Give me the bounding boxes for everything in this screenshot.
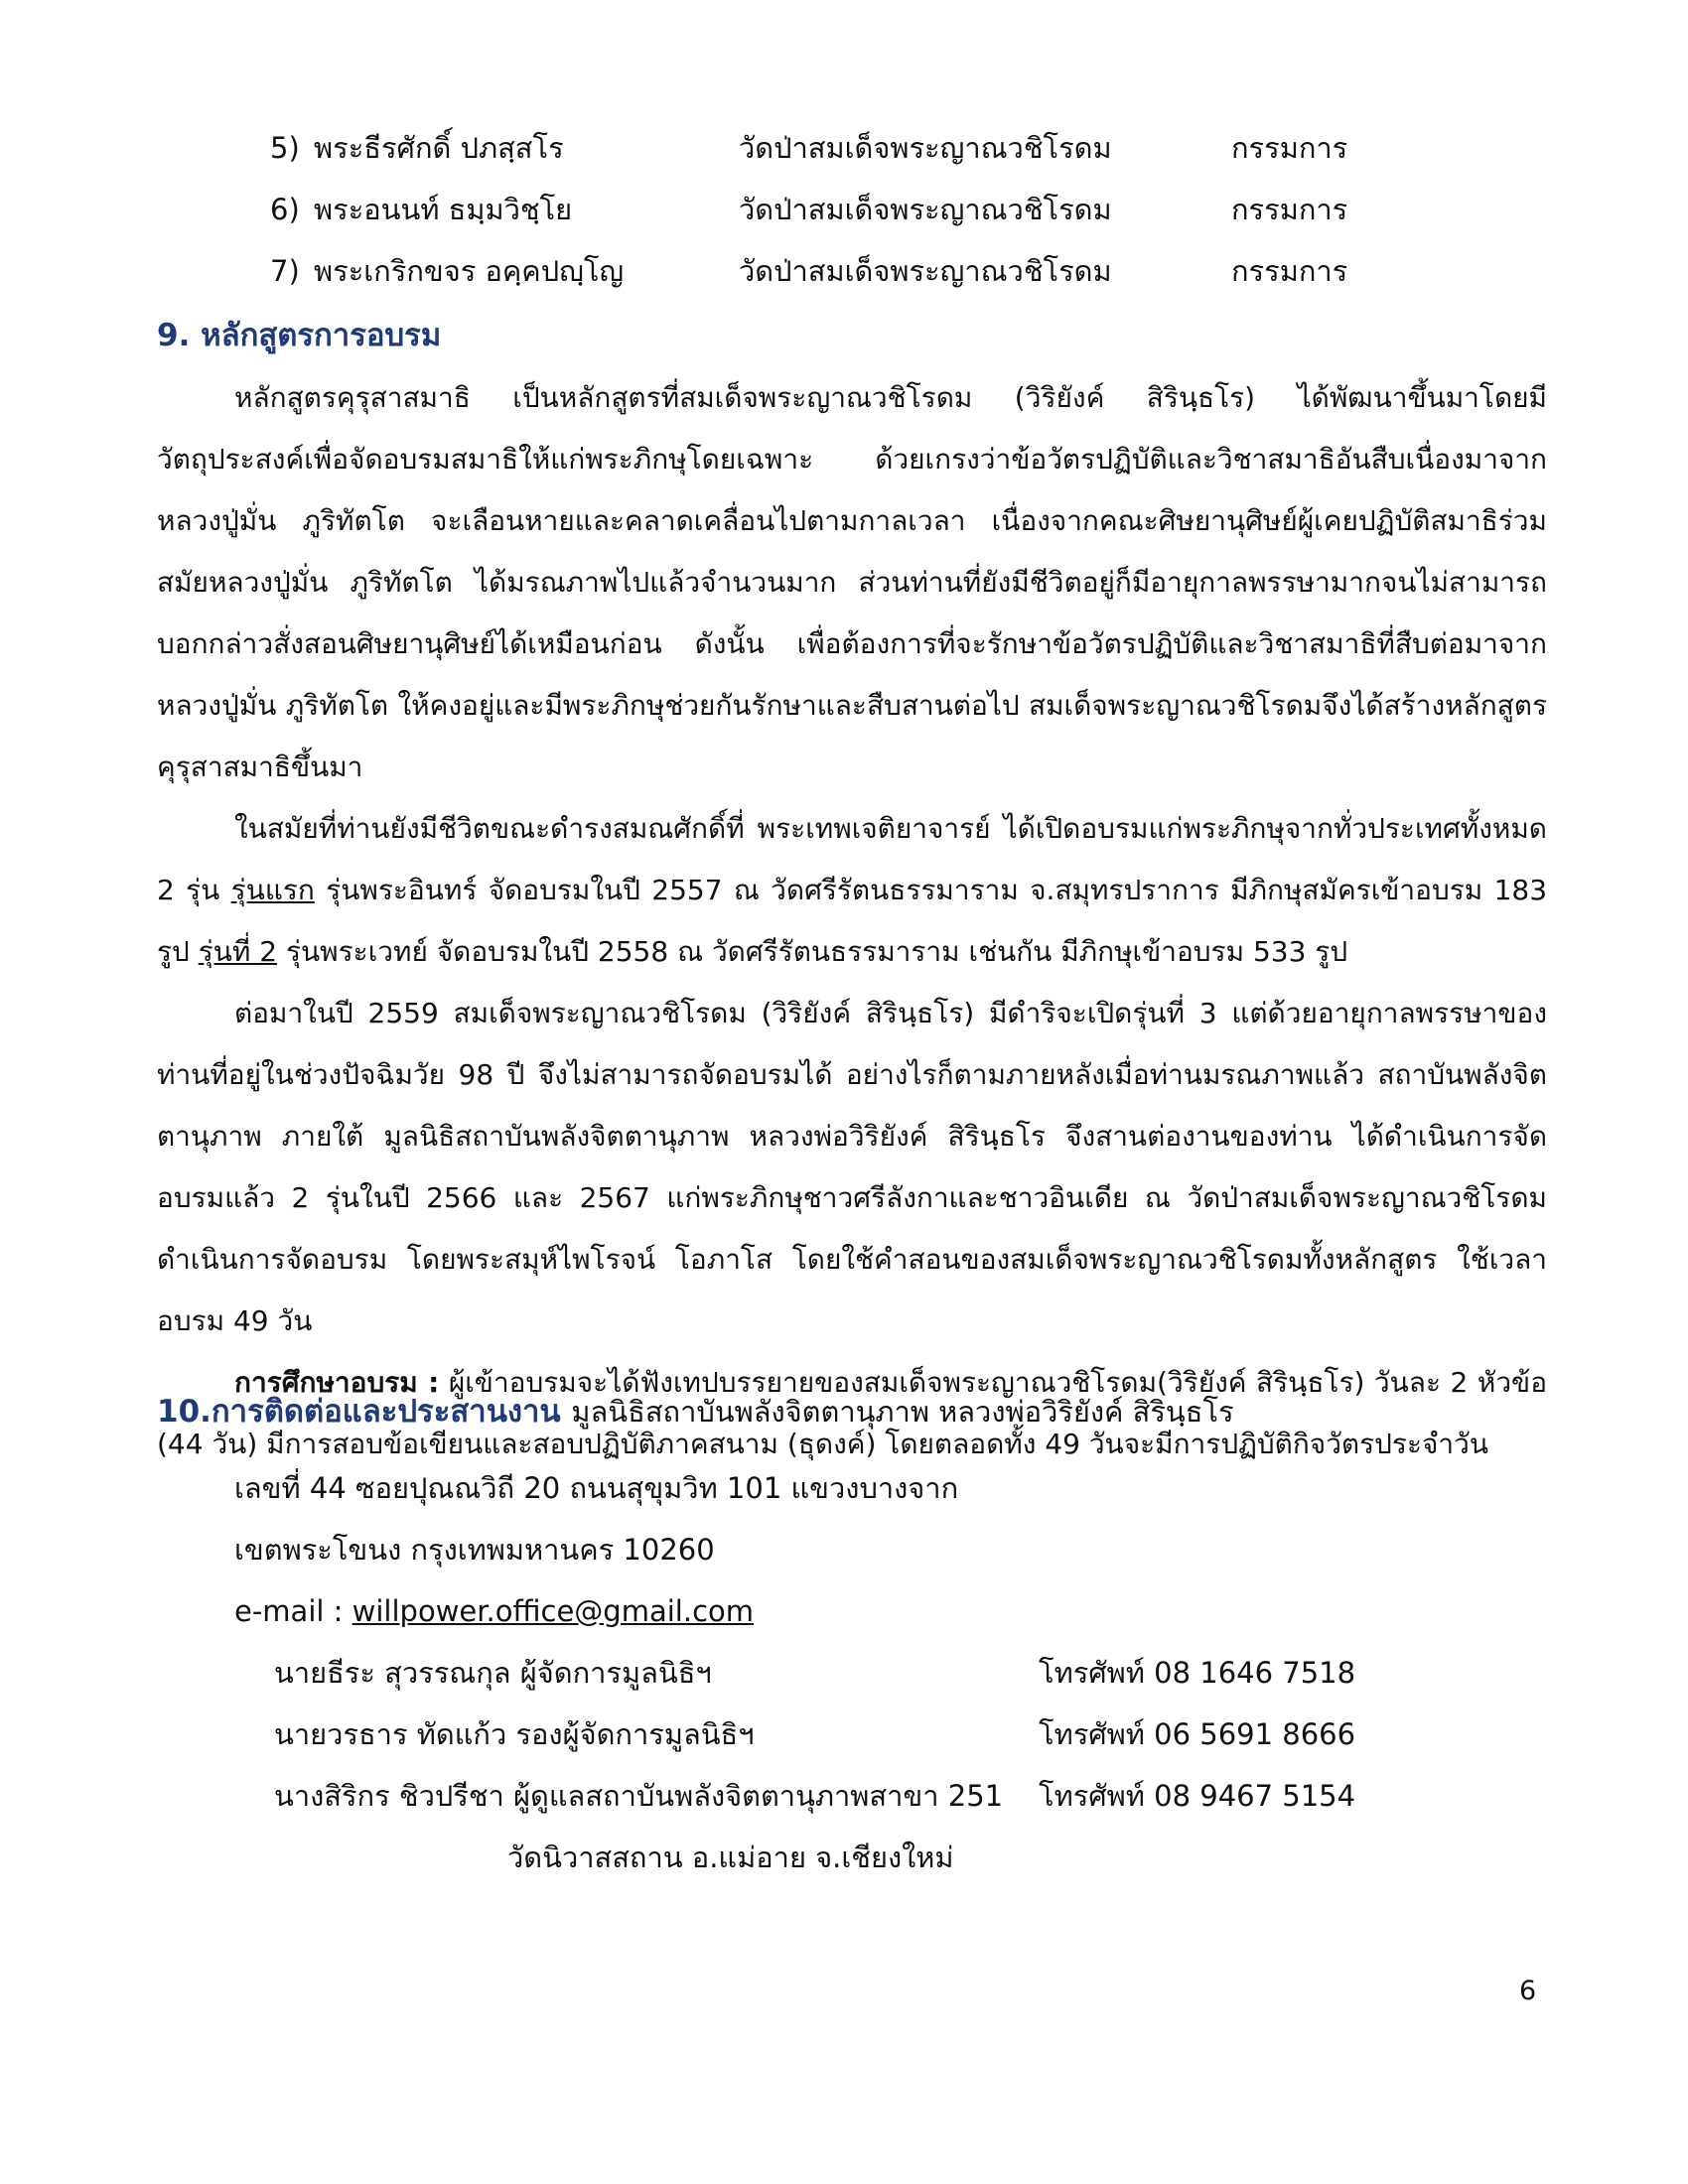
foundation-name: มูลนิธิสถาบันพลังจิตตานุภาพ หลวงพ่อวิริยังค์ สิรินฺธโร [571,1395,1234,1429]
history-text-a: ในสมัยที่ท่านยังมีชีวิตขณะดำรงสมณศักดิ์ที่ พระเทพเจติยาจารย์ ได้เปิดอบรมแก่พระภิกษุจากทั่วประเทศทั้งหมด 2 รุ่น [157,812,1547,906]
training-label: การศึกษาอบรม : [234,1366,440,1399]
committee-role: กรรมการ [1231,193,1348,226]
committee-role: กรรมการ [1231,254,1348,288]
staff-branch-location: วัดนิวาสสถาน อ.แม่อาย จ.เชียงใหม่ [507,1841,954,1874]
section-10-heading [157,1386,1234,1435]
email-link[interactable]: willpower.office@gmail.com [352,1594,754,1628]
staff-phone: โทรศัพท์ 08 9467 5154 [1039,1779,1356,1813]
committee-role: กรรมการ [1231,131,1348,165]
committee-temple: วัดป่าสมเด็จพระญาณวชิโรดม [739,254,1112,288]
committee-name: พระธีรศักดิ์ ปภสฺสโร [314,131,564,165]
section-9-body [157,367,1547,1475]
address-line: เขตพระโขนง กรุงเทพมหานคร 10260 [234,1533,715,1567]
committee-name: พระเกริกขจร อคฺคปญฺโญ [314,254,625,288]
paragraph-course-intro: หลักสูตรคุรุสาสมาธิ เป็นหลักสูตรที่สมเด็จพระญาณวชิโรดม (วิริยังค์ สิรินฺธโร) ได้พัฒนาขึ้นมาโดยมีวัตถุประสงค์เพื่อจัดอบรมสมาธิให้แก่พระภิกษุโดยเฉพาะ ด้วยเกรงว่าข้อวัตรปฏิบัติและวิชาสมาธิอันสืบเนื่องมาจากหลวงปู่มั่น ภูริทัตโต จะเลือนหายและคลาดเคลื่อนไปตามกาลเวลา เนื่องจากคณะศิษยานุศิษย์ผู้เคยปฏิบัติสมาธิร่วมสมัยหลวงปู่มั่น ภูริทัตโต ได้มรณภาพไปแล้วจำนวนมาก ส่วนท่านที่ยังมีชีวิตอยู่ก็มีอายุกาลพรรษามากจนไม่สามารถบอกกล่าวสั่งสอนศิษยานุศิษย์ได้เหมือนก่อน ดังนั้น เพื่อต้องการที่จะรักษาข้อวัตรปฏิบัติและวิชาสมาธิที่สืบต่อมาจากหลวงปู่มั่น ภูริทัตโต ให้คงอยู่และมีพระภิกษุช่วยกันรักษาและสืบสานต่อไป สมเด็จพระญาณวชิโรดมจึงได้สร้างหลักสูตรคุรุสาสมาธิขึ้นมา [157,381,1547,783]
paragraph-course-continuation: ต่อมาในปี 2559 สมเด็จพระญาณวชิโรดม (วิริยังค์ สิรินฺธโร) มีดำริจะเปิดรุ่นที่ 3 แต่ด้วยอายุกาลพรรษาของท่านที่อยู่ในช่วงปัจฉิมวัย 98 ปี จึงไม่สามารถจัดอบรมได้ อย่างไรก็ตามภายหลังเมื่อท่านมรณภาพแล้ว สถาบันพลังจิตตานุภาพ ภายใต้ มูลนิธิสถาบันพลังจิตตานุภาพ หลวงพ่อวิริยังค์ สิรินฺธโร จึงสานต่องานของท่าน ได้ดำเนินการจัดอบรมแล้ว 2 รุ่นในปี 2566 และ 2567 แก่พระภิกษุชาวศรีลังกาและชาวอินเดีย ณ วัดป่าสมเด็จพระญาณวชิโรดม ดำเนินการจัดอบรม โดยพระสมุห์ไพโรจน์ โอภาโส โดยใช้คำสอนของสมเด็จพระญาณวชิโรดมทั้งหลักสูตร ใช้เวลาอบรม 49 วัน [157,997,1547,1337]
first-generation-label: รุ่นแรก [230,874,315,906]
staff-phone: โทรศัพท์ 06 5691 8666 [1039,1717,1356,1751]
staff-phone: โทรศัพท์ 08 1646 7518 [1039,1656,1356,1690]
page-number: 6 [1519,1976,1537,2006]
address-line: เลขที่ 44 ซอยปุณณวิถี 20 ถนนสุขุมวิท 101 แขวงบางจาก [234,1471,959,1505]
staff-name: นายวรธาร ทัดแก้ว รองผู้จัดการมูลนิธิฯ [274,1717,755,1751]
history-text-b: รุ่นพระอินทร์ จัดอบรมในปี 2557 ณ วัดศรีรัตนธรรมาราม จ.สมุทรปราการ มีภิกษุสมัครเข้าอบรม 183 รูป [157,874,1548,968]
committee-number: 5) [270,131,300,165]
contact-address [234,1457,958,1642]
committee-number: 6) [270,193,300,226]
email-label: e-mail : [234,1594,352,1628]
section-10-title: 10.การติดต่อและประสานงาน [157,1394,561,1430]
email-line [234,1580,958,1642]
history-text-c: รุ่นพระเวทย์ จัดอบรมในปี 2558 ณ วัดศรีรัตนธรรมาราม เช่นกัน มีภิกษุเข้าอบรม 533 รูป [277,935,1348,968]
committee-temple: วัดป่าสมเด็จพระญาณวชิโรดม [739,193,1112,226]
section-9-heading: 9. หลักสูตรการอบรม [157,318,442,353]
staff-name: นายธีระ สุวรรณกุล ผู้จัดการมูลนิธิฯ [274,1656,712,1690]
committee-number: 7) [270,254,300,288]
paragraph-course-history [157,798,1547,983]
committee-name: พระอนนท์ ธมฺมวิชฺโย [314,193,573,226]
training-text: ผู้เข้าอบรมจะได้ฟังเทปบรรยายของสมเด็จพระญาณวชิโรดม(วิริยังค์ สิรินฺธโร) วันละ 2 หัวข้อ (44 วัน) มีการสอบข้อเขียนและสอบปฏิบัติภาคสนาม (ธุดงค์) โดยตลอดทั้ง 49 วันจะมีการปฏิบัติกิจวัตรประจำวัน [157,1366,1548,1460]
staff-name: นางสิริกร ชิวปรีชา ผู้ดูแลสถาบันพลังจิตตานุภาพสาขา 251 [274,1779,1004,1813]
committee-temple: วัดป่าสมเด็จพระญาณวชิโรดม [739,131,1112,165]
second-generation-label: รุ่นที่ 2 [198,935,278,968]
